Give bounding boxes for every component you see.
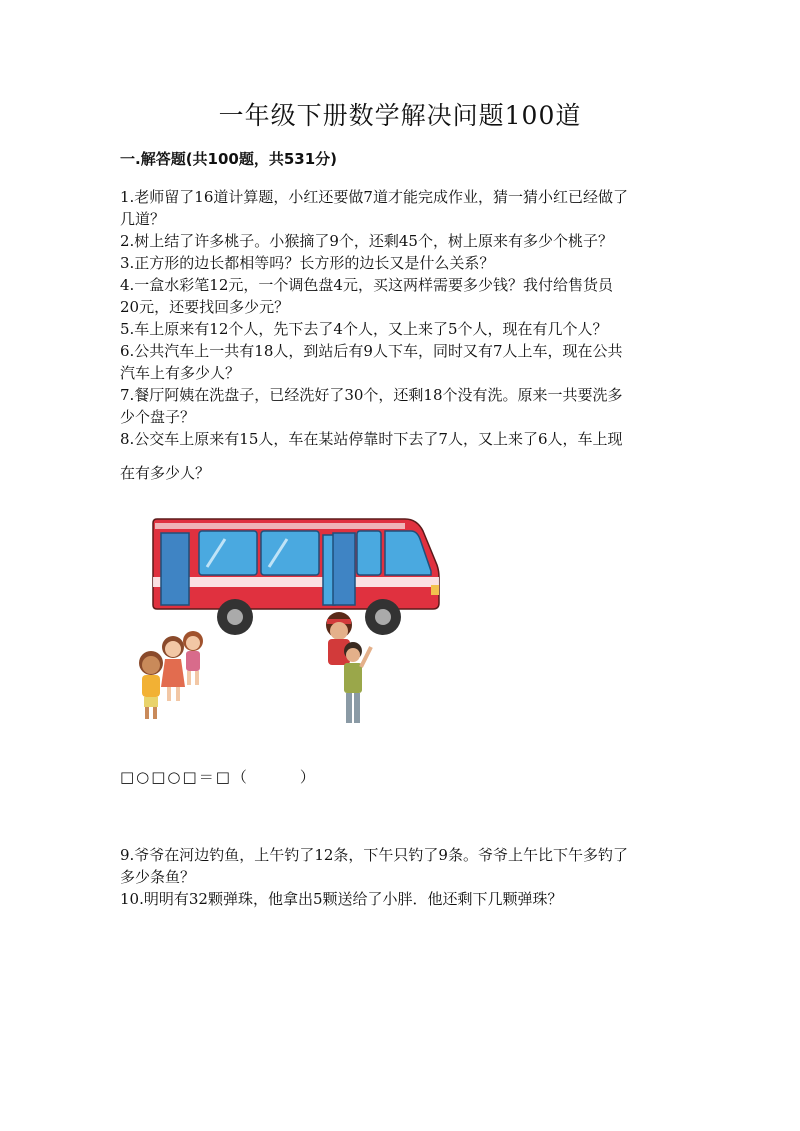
question-2: 2.树上结了许多桃子。小猴摘了9个，还剩45个，树上原来有多少个桃子？ [120, 232, 613, 250]
question-4: 4.一盒水彩笔12元，一个调色盘4元，买这两样需要多少钱？我付给售货员 20元，还要找回多少元？ [120, 276, 613, 316]
question-10: 10.明明有32颗弹珠，他拿出5颗送给了小胖．他还剩下几颗弹珠？ [120, 890, 563, 908]
question-3: 3.正方形的边长都相等吗？长方形的边长又是什么关系？ [120, 254, 495, 272]
question-5: 5.车上原来有12个人，先下去了4个人，又上来了5个人，现在有几个人？ [120, 320, 608, 338]
answer-formula: □○□○□＝□（ ） [120, 768, 317, 786]
question-7: 7.餐厅阿姨在洗盘子，已经洗好了30个，还剩18个没有洗。原来一共要洗多 少个盘子？ [120, 386, 623, 426]
adults-icon [326, 612, 371, 723]
bus-illustration [125, 505, 445, 730]
question-6: 6.公共汽车上一共有18人，到站后有9人下车，同时又有7人上车，现在公共 汽车上有多少人？ [120, 342, 623, 382]
bus-icon [153, 519, 439, 635]
question-8: 8.公交车上原来有15人，车在某站停靠时下去了7人，又上来了6人，车上现 在有多少人？ [120, 430, 623, 482]
children-icon [139, 631, 203, 719]
page-title: 一年级下册数学解决问题100道 [218, 101, 582, 130]
question-9: 9.爷爷在河边钓鱼，上午钓了12条，下午只钓了9条。爷爷上午比下午多钓了 多少条鱼？ [120, 846, 628, 886]
question-1: 1.老师留了16道计算题，小红还要做7道才能完成作业，猜一猜小红已经做了 几道？ [120, 188, 628, 228]
section-heading: 一.解答题(共100题，共531分) [120, 150, 338, 168]
